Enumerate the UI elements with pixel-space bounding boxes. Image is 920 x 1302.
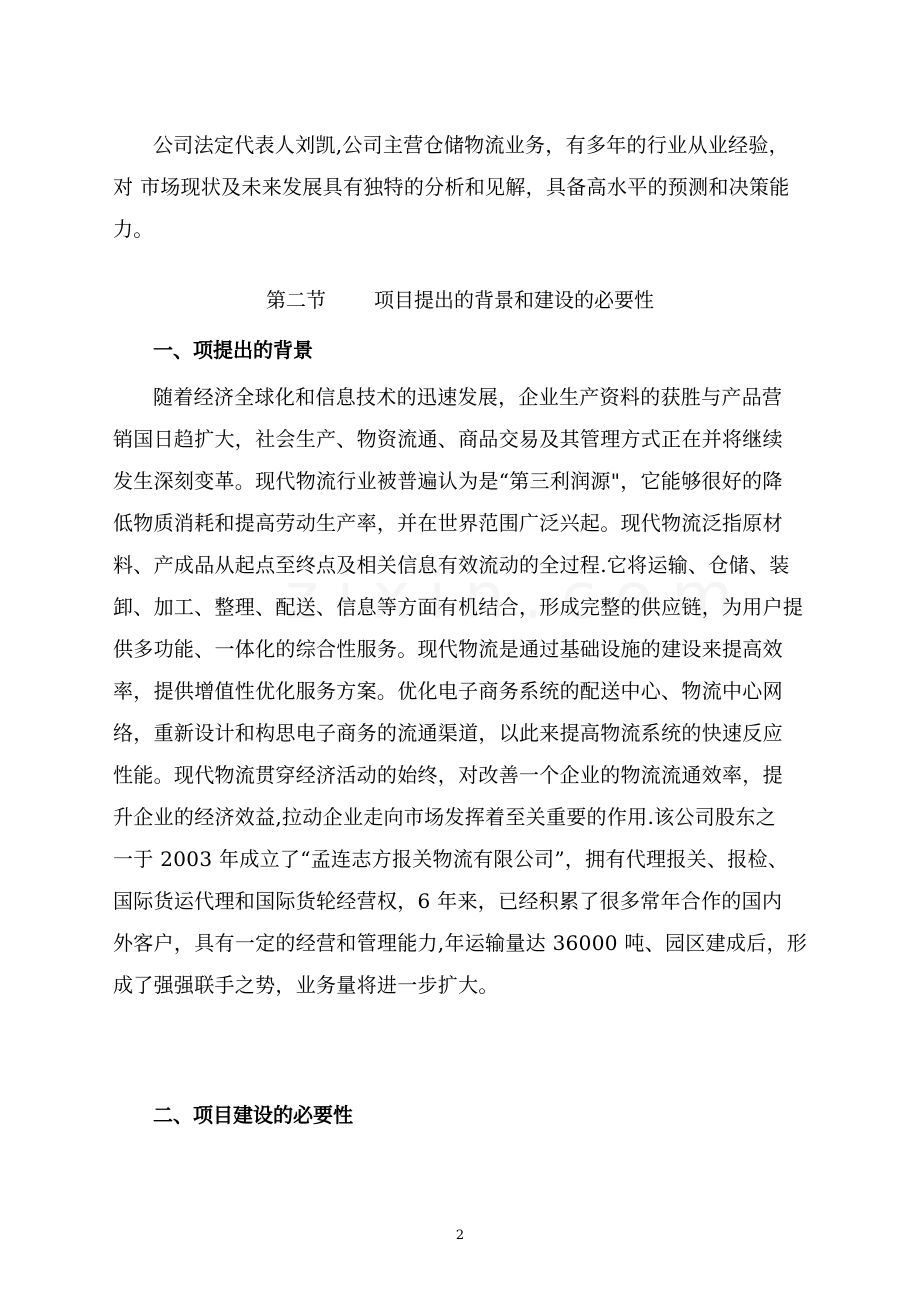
section-number: 第二节 bbox=[266, 288, 326, 312]
paragraph-line: 性能。现代物流贯穿经济活动的始终，对改善一个企业的物流流通效率，提 bbox=[113, 763, 783, 787]
paragraph-line: 随着经济全球化和信息技术的迅速发展，企业生产资料的获胜与产品营 bbox=[153, 385, 783, 409]
paragraph-line: 供多功能、一体化的综合性服务。现代物流是通过基础设施的建设来提高效 bbox=[113, 637, 783, 661]
paragraph-line: 率，提供增值性优化服务方案。优化电子商务系统的配送中心、物流中心网 bbox=[113, 679, 783, 703]
paragraph-line: 卸、加工、整理、配送、信息等方面有机结合，形成完整的供应链，为用户提 bbox=[113, 595, 804, 619]
background-paragraph bbox=[113, 376, 808, 1006]
paragraph-line: 成了强强联手之势，业务量将进一步扩大。 bbox=[113, 973, 499, 997]
section-title bbox=[0, 280, 920, 320]
paragraph-line: 外客户，具有一定的经营和管理能力,年运输量达 36000 吨、园区建成后，形 bbox=[113, 931, 808, 955]
paragraph-line: 公司法定代表人刘凯,公司主营仓储物流业务，有多年的行业从业经验， bbox=[153, 133, 789, 157]
paragraph-line: 国际货运代理和国际货轮经营权，6 年来，已经积累了很多常年合作的国内 bbox=[113, 889, 783, 913]
heading-background: 一、项提出的背景 bbox=[153, 338, 313, 362]
intro-paragraph bbox=[113, 124, 790, 250]
paragraph-line: 对 市场现状及未来发展具有独特的分析和见解，具备高水平的预测和决策能 bbox=[113, 175, 790, 199]
paragraph-line: 升企业的经济效益,拉动企业走向市场发挥着至关重要的作用.该公司股东之 bbox=[113, 805, 776, 829]
paragraph-line: 力。 bbox=[113, 217, 154, 241]
page-number: 2 bbox=[455, 1228, 465, 1243]
paragraph-line: 发生深刻变革。现代物流行业被普遍认为是“第三利润源"，它能够很好的降 bbox=[113, 469, 783, 493]
paragraph-line: 销国日趋扩大，社会生产、物资流通、商品交易及其管理方式正在并将继续 bbox=[113, 427, 783, 451]
paragraph-line: 低物质消耗和提高劳动生产率，并在世界范围广泛兴起。现代物流泛指原材 bbox=[113, 511, 783, 535]
paragraph-line: 络，重新设计和构思电子商务的流通渠道，以此来提高物流系统的快速反应 bbox=[113, 721, 783, 745]
paragraph-line: 一于 2003 年成立了“孟连志方报关物流有限公司”，拥有代理报关、报检、 bbox=[113, 847, 789, 871]
section-title-text: 项目提出的背景和建设的必要性 bbox=[374, 288, 654, 312]
heading-necessity: 二、项目建设的必要性 bbox=[153, 1103, 353, 1127]
paragraph-line: 料、产成品从起点至终点及相关信息有效流动的全过程.它将运输、仓储、装 bbox=[113, 553, 790, 577]
